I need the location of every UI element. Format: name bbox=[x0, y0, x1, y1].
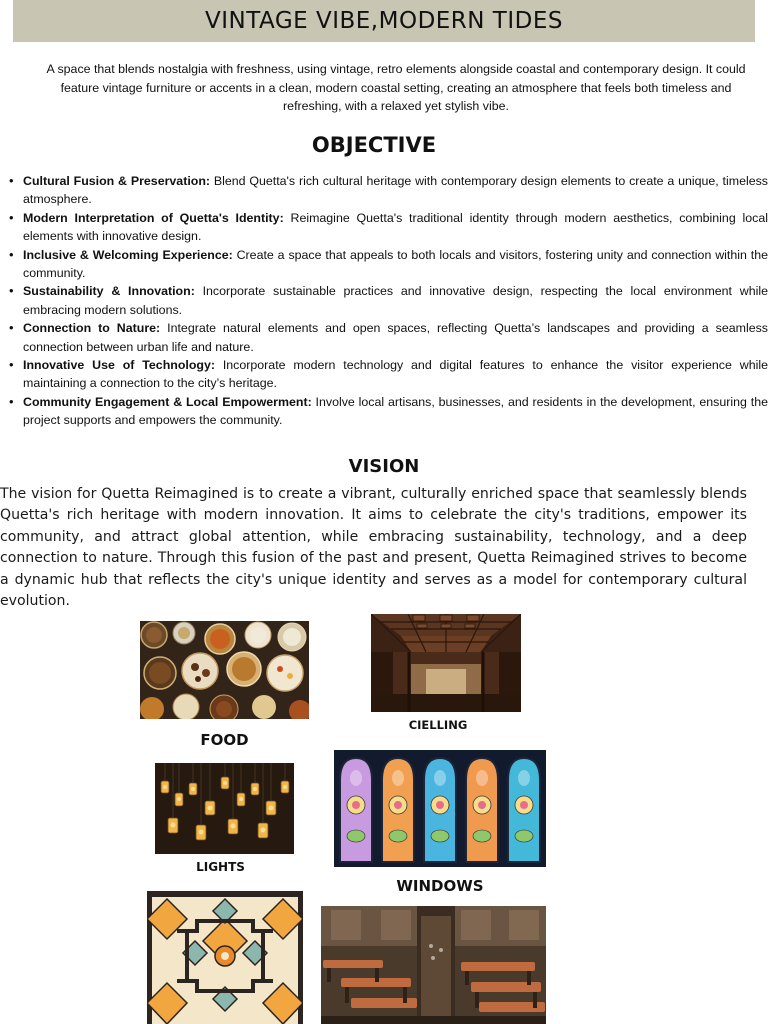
objective-item-label: Modern Interpretation of Quetta's Identity: bbox=[23, 210, 284, 225]
ceiling-image bbox=[371, 614, 521, 712]
tile-pattern-image bbox=[147, 891, 303, 1024]
objective-item-label: Innovative Use of Technology: bbox=[23, 358, 215, 373]
ceiling-caption: CIELLING bbox=[408, 718, 468, 732]
objective-item-label: Inclusive & Welcoming Experience: bbox=[23, 247, 233, 262]
windows-image bbox=[334, 750, 546, 867]
objective-item-text: Involve local artisans, businesses, and residents in the development, ensuring the project supports and empowers the community. bbox=[23, 394, 768, 428]
food-image bbox=[140, 621, 309, 719]
objective-item bbox=[8, 319, 768, 356]
vision-heading: VISION bbox=[348, 456, 420, 477]
objective-item-text: Blend Quetta's rich cultural heritage with contemporary design elements to create a unique, timeless atmosphere. bbox=[23, 174, 768, 207]
dining-area-image bbox=[321, 906, 546, 1024]
objective-item-text: Reimagine Quetta's traditional identity through modern aesthetics, combining local elements with innovative design. bbox=[23, 210, 768, 244]
objective-item bbox=[8, 172, 768, 209]
objective-item-text: Incorporate sustainable practices and innovative design, respecting the local environment while embracing modern solutions. bbox=[23, 284, 768, 317]
objective-list bbox=[8, 172, 768, 430]
page-title: VINTAGE VIBE,MODERN TIDES bbox=[205, 8, 563, 34]
objective-item bbox=[8, 393, 768, 430]
lights-caption: LIGHTS bbox=[196, 860, 245, 874]
objective-item bbox=[8, 209, 768, 246]
objective-item-label: Cultural Fusion & Preservation: bbox=[23, 174, 211, 188]
intro-paragraph: A space that blends nostalgia with freshness, using vintage, retro elements alongside coastal and contemporary design. It could feature vintage furniture or accents in a clean, modern coastal setting, creating an atmosphere that feels both timeless and refreshing, with a relaxed yet stylish vibe. bbox=[46, 62, 746, 113]
objective-item bbox=[8, 282, 768, 319]
objective-item-text: Integrate natural elements and open spaces, reflecting Quetta’s landscapes and providing a seamless connection between urban life and nature. bbox=[23, 321, 768, 354]
objective-item bbox=[8, 246, 768, 283]
objective-item-text: Incorporate modern technology and digital features to enhance the visitor experience while maintaining a connection to the city’s heritage. bbox=[23, 358, 768, 391]
objective-heading: OBJECTIVE bbox=[311, 133, 437, 157]
vision-paragraph: The vision for Quetta Reimagined is to create a vibrant, culturally enriched space that seamlessly blends Quetta's rich heritage with modern innovation. It aims to celebrate the city's traditions, empower its community, and attract global attention, while embracing sustainability, technology, and a deep connection to nature. Through this fusion of the past and present, Quetta Reimagined strives to become a dynamic hub that reflects the city's unique identity and serves as a model for contemporary cultural evolution. bbox=[0, 486, 747, 610]
windows-caption: WINDOWS bbox=[396, 877, 484, 895]
objective-item-label: Sustainability & Innovation: bbox=[23, 284, 195, 299]
objective-item-text: Create a space that appeals to both locals and visitors, fostering unity and connection within the community. bbox=[23, 247, 768, 281]
objective-item bbox=[8, 356, 768, 393]
lights-image bbox=[155, 763, 294, 854]
title-banner bbox=[13, 0, 755, 42]
food-caption: FOOD bbox=[200, 731, 249, 749]
objective-item-label: Connection to Nature: bbox=[23, 321, 161, 336]
objective-item-label: Community Engagement & Local Empowerment: bbox=[23, 394, 312, 409]
